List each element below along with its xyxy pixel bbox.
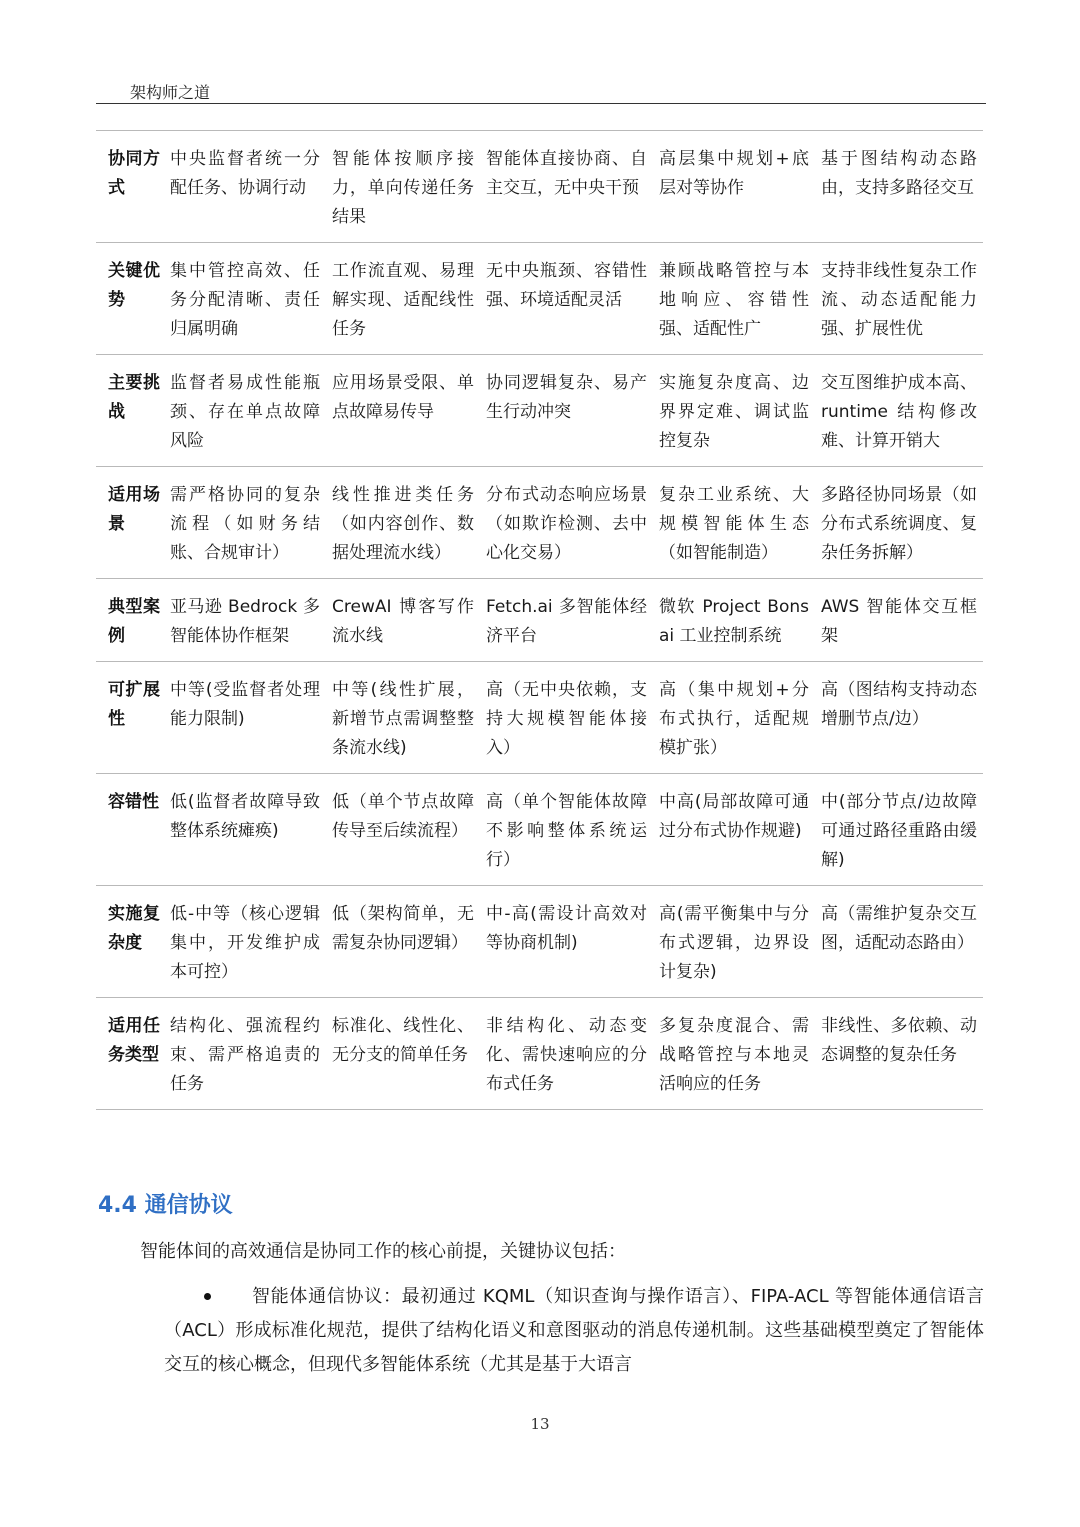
table-cell: 多路径协同场景（如分布式系统调度、复杂任务拆解） xyxy=(815,467,983,579)
table-cell: 中(部分节点/边故障可通过路径重路由缓解) xyxy=(815,774,983,886)
table-cell: 低-中等（核心逻辑集中，开发维护成本可控） xyxy=(164,886,326,998)
table-cell: 低（单个节点故障传导至后续流程） xyxy=(326,774,480,886)
section-heading: 4.4 通信协议 xyxy=(98,1193,233,1218)
table-cell: 高（单个智能体故障不影响整体系统运行） xyxy=(480,774,653,886)
table-cell: Fetch.ai 多智能体经济平台 xyxy=(480,579,653,662)
row-header: 主要挑战 xyxy=(96,355,164,467)
table-cell: 非线性、多依赖、动态调整的复杂任务 xyxy=(815,998,983,1110)
table-cell: 多复杂度混合、需战略管控与本地灵活响应的任务 xyxy=(653,998,815,1110)
table-cell: 中等(受监督者处理能力限制) xyxy=(164,662,326,774)
row-header: 适用任务类型 xyxy=(96,998,164,1110)
running-header: 架构师之道 xyxy=(130,83,211,102)
bullet-item xyxy=(164,1280,984,1382)
table-cell: 线性推进类任务（如内容创作、数据处理流水线） xyxy=(326,467,480,579)
page-number: 13 xyxy=(530,1415,550,1433)
table-cell: AWS 智能体交互框架 xyxy=(815,579,983,662)
row-header: 实施复杂度 xyxy=(96,886,164,998)
table-cell: 中等(线性扩展，新增节点需调整整条流水线) xyxy=(326,662,480,774)
table-row xyxy=(96,243,983,355)
table-cell: 高层集中规划+底层对等协作 xyxy=(653,131,815,243)
table-row xyxy=(96,774,983,886)
table-cell: 中高(局部故障可通过分布式协作规避) xyxy=(653,774,815,886)
table-cell: 协同逻辑复杂、易产生行动冲突 xyxy=(480,355,653,467)
table-cell: 亚马逊 Bedrock 多智能体协作框架 xyxy=(164,579,326,662)
table-cell: 工作流直观、易理解实现、适配线性任务 xyxy=(326,243,480,355)
row-header: 典型案例 xyxy=(96,579,164,662)
table-row xyxy=(96,355,983,467)
table-cell: 高（图结构支持动态增删节点/边） xyxy=(815,662,983,774)
table-body xyxy=(96,131,983,1110)
table-cell: 中-高(需设计高效对等协商机制) xyxy=(480,886,653,998)
row-header: 适用场景 xyxy=(96,467,164,579)
table-row xyxy=(96,579,983,662)
table-cell: 高（需维护复杂交互图，适配动态路由） xyxy=(815,886,983,998)
table-cell: 需严格协同的复杂流程（如财务结账、合规审计） xyxy=(164,467,326,579)
table-cell: 结构化、强流程约束、需严格追责的任务 xyxy=(164,998,326,1110)
table-row xyxy=(96,662,983,774)
intro-paragraph: 智能体间的高效通信是协同工作的核心前提，关键协议包括： xyxy=(140,1241,626,1262)
row-header: 可扩展性 xyxy=(96,662,164,774)
table-cell: 高（无中央依赖，支持大规模智能体接入） xyxy=(480,662,653,774)
table-cell: 低(监督者故障导致整体系统瘫痪) xyxy=(164,774,326,886)
table-cell: 分布式动态响应场景（如欺诈检测、去中心化交易） xyxy=(480,467,653,579)
table-cell: 复杂工业系统、大规模智能体生态（如智能制造） xyxy=(653,467,815,579)
table-cell: 高(需平衡集中与分布式逻辑，边界设计复杂) xyxy=(653,886,815,998)
table-cell: 智能体直接协商、自主交互，无中央干预 xyxy=(480,131,653,243)
table-cell: 监督者易成性能瓶颈、存在单点故障风险 xyxy=(164,355,326,467)
header-divider xyxy=(96,103,986,104)
table-cell: 标准化、线性化、无分支的简单任务 xyxy=(326,998,480,1110)
comparison-table xyxy=(96,130,983,1110)
row-header: 协同方式 xyxy=(96,131,164,243)
table-cell: 无中央瓶颈、容错性强、环境适配灵活 xyxy=(480,243,653,355)
table-cell: 智能体按顺序接力，单向传递任务结果 xyxy=(326,131,480,243)
table-row xyxy=(96,467,983,579)
table-row xyxy=(96,886,983,998)
table-row xyxy=(96,998,983,1110)
bullet-text: 智能体通信协议：最初通过 KQML（知识查询与操作语言）、FIPA-ACL 等智能体通信语言（ACL）形成标准化规范，提供了结构化语义和意图驱动的消息传递机制。这些基础模型奠定了智能体交互的核心概念，但现代多智能体系统（尤其是基于大语言 xyxy=(164,1286,984,1375)
table-row xyxy=(96,131,983,243)
table-cell: 应用场景受限、单点故障易传导 xyxy=(326,355,480,467)
table-cell: 实施复杂度高、边界界定难、调试监控复杂 xyxy=(653,355,815,467)
table-cell: 中央监督者统一分配任务、协调行动 xyxy=(164,131,326,243)
table-cell: 兼顾战略管控与本地响应、容错性强、适配性广 xyxy=(653,243,815,355)
table-cell: CrewAI 博客写作流水线 xyxy=(326,579,480,662)
row-header: 关键优势 xyxy=(96,243,164,355)
table-cell: 集中管控高效、任务分配清晰、责任归属明确 xyxy=(164,243,326,355)
table-cell: 支持非线性复杂工作流、动态适配能力强、扩展性优 xyxy=(815,243,983,355)
table-cell: 低（架构简单，无需复杂协同逻辑） xyxy=(326,886,480,998)
table-cell: 基于图结构动态路由，支持多路径交互 xyxy=(815,131,983,243)
table-cell: 微软 Project Bonsai 工业控制系统 xyxy=(653,579,815,662)
row-header: 容错性 xyxy=(96,774,164,886)
table-cell: 非结构化、动态变化、需快速响应的分布式任务 xyxy=(480,998,653,1110)
table-cell: 交互图维护成本高、 runtime 结构修改难、计算开销大 xyxy=(815,355,983,467)
table-cell: 高（集中规划+分布式执行，适配规模扩张） xyxy=(653,662,815,774)
